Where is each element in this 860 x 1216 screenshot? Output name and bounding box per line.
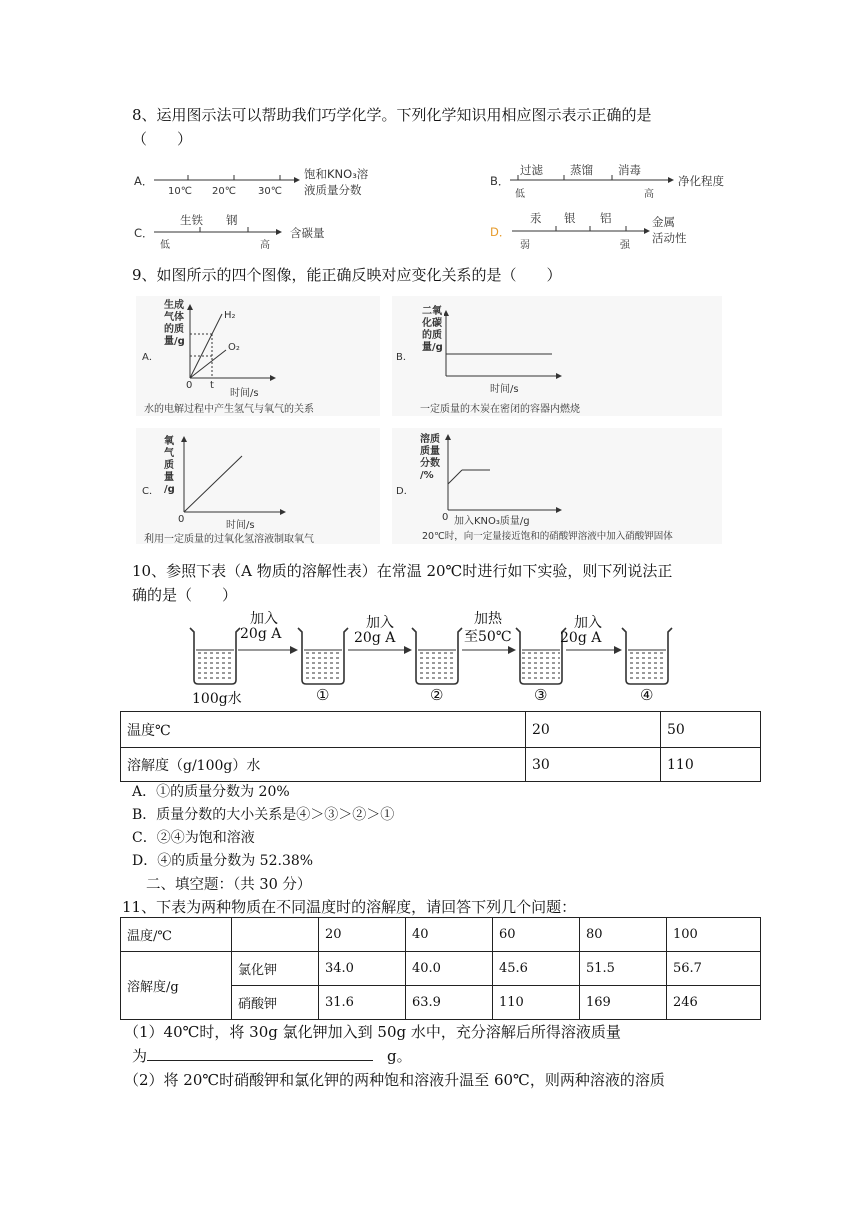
axis-end-label: 含碳量 [290, 226, 325, 240]
table-cell: 50 [661, 712, 761, 748]
y-label-line: 分数 [420, 458, 440, 469]
y-axis-label [164, 436, 175, 496]
step-label: 至50℃ [464, 629, 512, 645]
table-cell: 169 [580, 986, 667, 1020]
y-label-line: 生成 [164, 300, 184, 311]
graph-caption: 一定质量的木炭在密闭的容器内燃烧 [420, 404, 580, 415]
q8-option-d [488, 206, 728, 250]
table-cell: 56.7 [667, 952, 761, 986]
y-label-line: 溶质 [420, 434, 440, 445]
y-label-line: 氧 [164, 436, 174, 447]
q11-stem: 11、下表为两种物质在不同温度时的溶解度，请回答下列几个问题： [122, 898, 577, 916]
option-label: D． [490, 225, 511, 239]
step-label: 加入 [366, 615, 394, 631]
low-label: 低 [515, 189, 525, 200]
series-label-o2: O₂ [228, 342, 240, 353]
table-cell: 110 [661, 748, 761, 782]
q8-option-a [130, 160, 390, 210]
table-row [121, 712, 761, 748]
q11-sub1-line1: （1）40℃时，将 30g 氯化钾加入到 50g 水中，充分溶解后所得溶液质量 [124, 1023, 621, 1041]
y-axis-label [420, 434, 440, 482]
beaker-label: ③ [534, 686, 548, 704]
option-label: A． [134, 174, 154, 188]
y-axis-label [164, 300, 185, 348]
y-label-line: 量 [164, 472, 174, 483]
option-c: C．②④为饱和溶液 [132, 830, 255, 846]
table-cell: 40.0 [406, 952, 493, 986]
q8-option-c [130, 210, 390, 250]
y-axis-label [422, 306, 443, 354]
table-cell: 45.6 [493, 952, 580, 986]
low-label: 弱 [520, 240, 530, 251]
step-label: 加热 [474, 611, 502, 627]
q8-answer-paren: （ ） [132, 130, 193, 148]
step-label: 加入 [574, 615, 602, 631]
table-cell: 110 [493, 986, 580, 1020]
table-cell: 硝酸钾 [232, 986, 319, 1020]
top-label: 钢 [226, 213, 238, 227]
x-axis-label: 时间/s [490, 384, 519, 395]
high-label: 强 [620, 240, 630, 251]
table-cell: 温度℃ [121, 712, 526, 748]
table-row [121, 748, 761, 782]
table-cell: 20 [526, 712, 661, 748]
y-label-line: 二氧 [422, 306, 442, 317]
y-label-line: /g [164, 484, 175, 495]
answer-blank[interactable] [147, 1046, 373, 1061]
plot-d [444, 434, 564, 514]
q10-solubility-table [120, 711, 761, 782]
table-cell: 246 [667, 986, 761, 1020]
y-label-line: 的质 [422, 330, 442, 341]
tick-t: t [210, 380, 214, 391]
step-label: 20g A [354, 630, 396, 646]
graph-caption: 水的电解过程中产生氢气与氧气的关系 [144, 404, 314, 415]
q11-sub1-line2 [132, 1045, 412, 1067]
q10-experiment-diagram [180, 606, 680, 706]
q10-stem-line2: 确的是（ ） [132, 586, 238, 604]
table-cell: 氯化钾 [232, 952, 319, 986]
table-cell: 80 [580, 918, 667, 952]
step-label: 加入 [250, 611, 278, 627]
high-label: 高 [260, 240, 270, 251]
beaker-label: ② [430, 686, 444, 704]
beaker-label: 100g水 [192, 691, 242, 707]
y-label-line: /% [420, 470, 434, 481]
top-label: 蒸馏 [570, 163, 593, 177]
text: g。 [387, 1047, 412, 1065]
origin-label: 0 [178, 514, 185, 525]
beaker-label: ① [316, 686, 330, 704]
table-cell [232, 918, 319, 952]
x-axis-label: 时间/s [230, 388, 259, 399]
x-axis-label: 加入KNO₃质量/g [454, 516, 530, 527]
text: 为 [132, 1047, 148, 1065]
q9-graph-d [392, 428, 722, 544]
option-label: B． [396, 352, 413, 363]
y-label-line: 质 [164, 460, 174, 471]
origin-label: 0 [442, 512, 449, 523]
section-heading: 二、填空题：（共 30 分） [146, 877, 312, 893]
y-label-line: 量/g [164, 336, 185, 347]
axis-end-label: 金属 [652, 215, 675, 229]
step-label: 20g A [560, 630, 602, 646]
table-row [121, 952, 761, 986]
table-cell: 31.6 [319, 986, 406, 1020]
top-label: 过滤 [520, 163, 543, 177]
axis-end-label: 净化程度 [678, 174, 724, 188]
top-label: 汞 [530, 211, 542, 225]
graph-caption: 20℃时，向一定量接近饱和的硝酸钾溶液中加入硝酸钾固体 [422, 531, 673, 542]
table-cell: 溶解度（g/100g）水 [121, 748, 526, 782]
option-label: A． [142, 352, 159, 363]
top-label: 铝 [600, 211, 612, 225]
graph-caption: 利用一定质量的过氧化氢溶液制取氧气 [144, 534, 314, 545]
y-label-line: 化碳 [422, 318, 442, 329]
option-d: D．④的质量分数为 52.38% [132, 853, 314, 869]
q9-stem: 9、如图所示的四个图像，能正确反映对应变化关系的是（ ） [132, 266, 562, 284]
table-cell: 溶解度/g [121, 952, 232, 1020]
table-cell: 40 [406, 918, 493, 952]
q9-graph-b [392, 296, 722, 416]
axis-end-label: 饱和KNO₃溶 [304, 167, 369, 181]
option-label: B． [490, 174, 510, 188]
x-axis-label: 时间/s [226, 520, 255, 531]
option-a: A．①的质量分数为 20% [132, 784, 290, 800]
series-label-h2: H₂ [224, 310, 236, 321]
beaker-label: ④ [640, 686, 654, 704]
plot-b [444, 310, 564, 380]
top-label: 消毒 [618, 163, 641, 177]
tick-label: 30℃ [258, 186, 282, 197]
y-label-line: 气体 [164, 312, 184, 323]
table-cell: 温度/℃ [121, 918, 232, 952]
q10-options [132, 781, 394, 873]
option-label: C． [142, 486, 159, 497]
low-label: 低 [160, 240, 170, 251]
y-label-line: 的质 [164, 324, 184, 335]
axis-end-label: 液质量分数 [304, 183, 362, 197]
table-cell: 51.5 [580, 952, 667, 986]
table-cell: 63.9 [406, 986, 493, 1020]
y-label-line: 量/g [422, 342, 443, 353]
table-cell: 100 [667, 918, 761, 952]
high-label: 高 [644, 189, 654, 200]
tick-label: 10℃ [168, 186, 192, 197]
table-cell: 30 [526, 748, 661, 782]
option-label: D． [396, 486, 414, 497]
y-label-line: 质量 [420, 446, 440, 457]
option-b: B．质量分数的大小关系是④＞③＞②＞① [132, 807, 395, 823]
q9-graph-a [136, 296, 380, 416]
axis-end-label: 活动性 [652, 231, 687, 245]
table-cell: 34.0 [319, 952, 406, 986]
q11-solubility-table [120, 917, 761, 1020]
q10-stem-line1: 10、参照下表（A 物质的溶解性表）在常温 20℃时进行如下实验，则下列说法正 [132, 562, 673, 580]
top-label: 生铁 [180, 213, 203, 227]
step-label: 20g A [240, 626, 282, 642]
plot-c [180, 436, 286, 516]
table-row [121, 918, 761, 952]
q11-sub2: （2）将 20℃时硝酸钾和氯化钾的两种饱和溶液升温至 60℃，则两种溶液的溶质 [124, 1071, 665, 1089]
q8-stem: 8、运用图示法可以帮助我们巧学化学。下列化学知识用相应图示表示正确的是 [132, 106, 652, 124]
option-label: C． [134, 226, 154, 240]
y-label-line: 气 [164, 448, 174, 459]
table-cell: 60 [493, 918, 580, 952]
q8-option-b [488, 160, 738, 200]
q9-graph-c [136, 428, 380, 544]
tick-label: 20℃ [212, 186, 236, 197]
top-label: 银 [564, 211, 576, 225]
origin-label: 0 [186, 380, 193, 391]
table-cell: 20 [319, 918, 406, 952]
